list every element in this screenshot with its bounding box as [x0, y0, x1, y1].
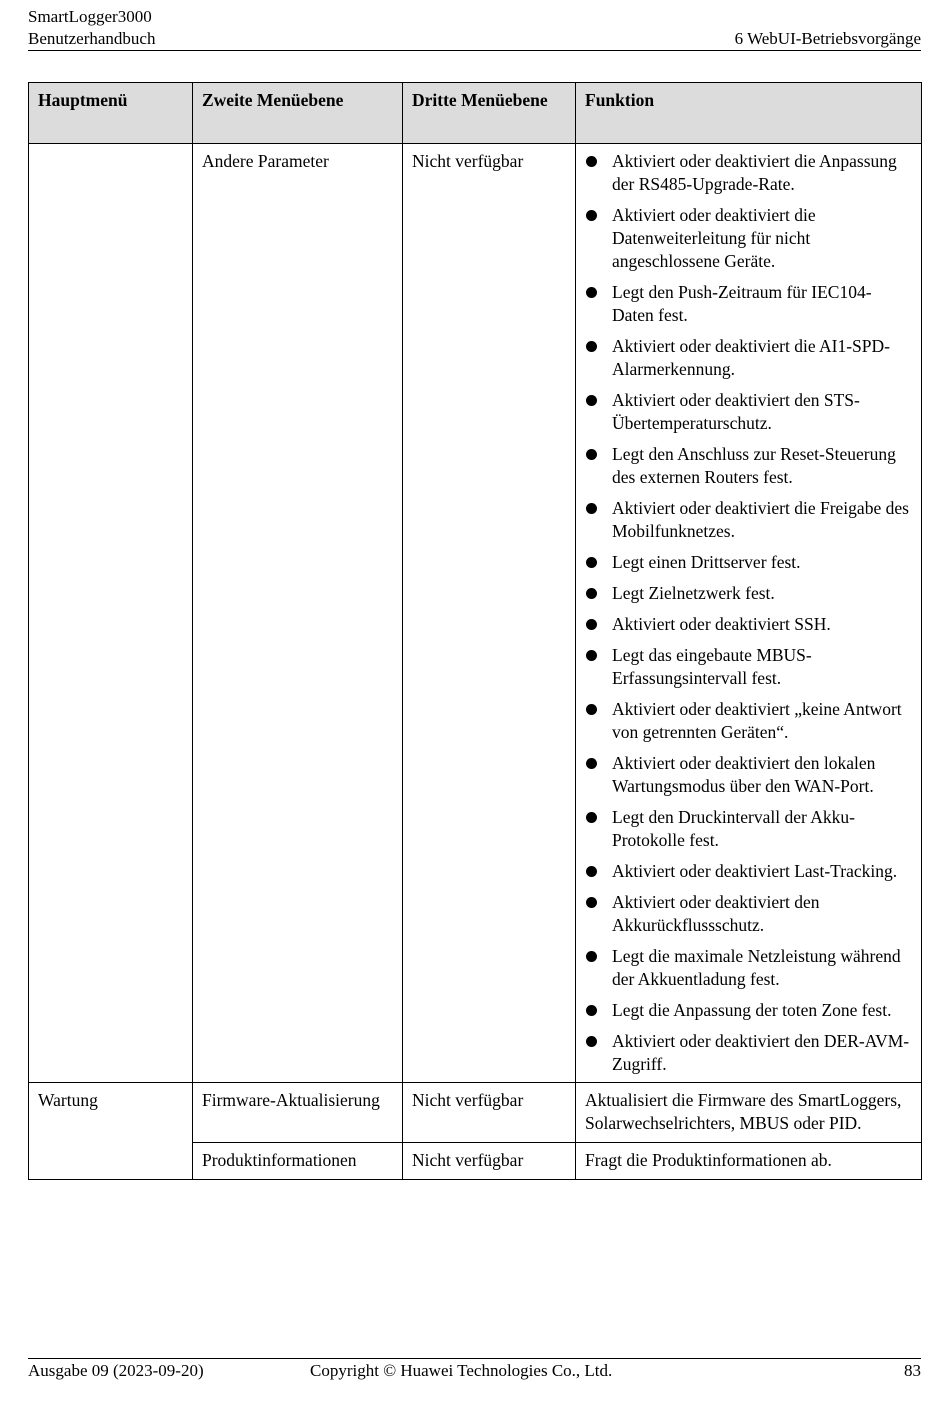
- bullet-icon: [586, 619, 597, 630]
- list-item: Legt den Anschluss zur Reset-Steuerung des externen Routers fest.: [585, 443, 912, 489]
- bullet-icon: [586, 588, 597, 599]
- cell-function-list: [576, 144, 922, 1083]
- list-item: Aktiviert oder deaktiviert den Akkurückflussschutz.: [585, 891, 912, 937]
- list-item: Legt die Anpassung der toten Zone fest.: [585, 999, 912, 1022]
- table-row: [29, 1083, 922, 1143]
- bullet-icon: [586, 503, 597, 514]
- list-item: Legt den Druckintervall der Akku-Protokolle fest.: [585, 806, 912, 852]
- product-name: SmartLogger3000: [28, 7, 152, 26]
- bullet-icon: [586, 704, 597, 715]
- list-item: Aktiviert oder deaktiviert die Freigabe des Mobilfunknetzes.: [585, 497, 912, 543]
- chapter-title: 6 WebUI-Betriebsvorgänge: [734, 29, 921, 48]
- list-item: Legt Zielnetzwerk fest.: [585, 582, 912, 605]
- bullet-icon: [586, 395, 597, 406]
- footer-divider: [28, 1358, 921, 1359]
- page-number: 83: [904, 1361, 921, 1380]
- cell-function: Aktualisiert die Firmware des SmartLoggers, Solarwechselrichters, MBUS oder PID.: [576, 1083, 922, 1143]
- list-item: Aktiviert oder deaktiviert „keine Antwort von getrennten Geräten“.: [585, 698, 912, 744]
- cell-third-level: Nicht verfügbar: [403, 144, 576, 1083]
- list-item: Aktiviert oder deaktiviert die AI1-SPD-Alarmerkennung.: [585, 335, 912, 381]
- list-item: Legt das eingebaute MBUS-Erfassungsintervall fest.: [585, 644, 912, 690]
- bullet-icon: [586, 287, 597, 298]
- cell-second-level: Firmware-Aktualisierung: [193, 1083, 403, 1143]
- bullet-icon: [586, 341, 597, 352]
- cell-main-menu: Wartung: [29, 1083, 193, 1180]
- bullet-icon: [586, 758, 597, 769]
- table-row: [29, 144, 922, 1083]
- list-item: Legt einen Drittserver fest.: [585, 551, 912, 574]
- bullet-icon: [586, 1036, 597, 1047]
- cell-third-level: Nicht verfügbar: [403, 1083, 576, 1143]
- bullet-icon: [586, 866, 597, 877]
- list-item: Aktiviert oder deaktiviert Last-Tracking.: [585, 860, 912, 883]
- bullet-icon: [586, 557, 597, 568]
- list-item: Aktiviert oder deaktiviert die Anpassung der RS485-Upgrade-Rate.: [585, 150, 912, 196]
- cell-third-level: Nicht verfügbar: [403, 1143, 576, 1180]
- manual-title: Benutzerhandbuch: [28, 29, 156, 48]
- column-header-function: Funktion: [576, 83, 922, 144]
- header-divider: [28, 50, 921, 51]
- bullet-icon: [586, 650, 597, 661]
- bullet-icon: [586, 1005, 597, 1016]
- column-header-second-level: Zweite Menüebene: [193, 83, 403, 144]
- cell-second-level: Andere Parameter: [193, 144, 403, 1083]
- list-item: Aktiviert oder deaktiviert den STS-Übertemperaturschutz.: [585, 389, 912, 435]
- menu-function-table: [28, 82, 922, 1180]
- bullet-icon: [586, 897, 597, 908]
- cell-function: Fragt die Produktinformationen ab.: [576, 1143, 922, 1180]
- bullet-icon: [586, 449, 597, 460]
- bullet-icon: [586, 812, 597, 823]
- copyright-notice: Copyright © Huawei Technologies Co., Ltd.: [310, 1361, 613, 1380]
- cell-second-level: Produktinformationen: [193, 1143, 403, 1180]
- bullet-icon: [586, 210, 597, 221]
- cell-main-menu: [29, 144, 193, 1083]
- function-bullet-list: [585, 150, 912, 1076]
- list-item: Aktiviert oder deaktiviert den lokalen Wartungsmodus über den WAN-Port.: [585, 752, 912, 798]
- bullet-icon: [586, 156, 597, 167]
- page-header-left: [28, 6, 155, 50]
- list-item: Aktiviert oder deaktiviert SSH.: [585, 613, 912, 636]
- bullet-icon: [586, 951, 597, 962]
- list-item: Aktiviert oder deaktiviert den DER-AVM-Zugriff.: [585, 1030, 912, 1076]
- list-item: Aktiviert oder deaktiviert die Datenweiterleitung für nicht angeschlossene Geräte.: [585, 204, 912, 273]
- column-header-third-level: Dritte Menüebene: [403, 83, 576, 144]
- table-header-row: [29, 83, 922, 144]
- list-item: Legt die maximale Netzleistung während der Akkuentladung fest.: [585, 945, 912, 991]
- edition-info: Ausgabe 09 (2023-09-20): [28, 1361, 204, 1380]
- list-item: Legt den Push-Zeitraum für IEC104-Daten fest.: [585, 281, 912, 327]
- column-header-main-menu: Hauptmenü: [29, 83, 193, 144]
